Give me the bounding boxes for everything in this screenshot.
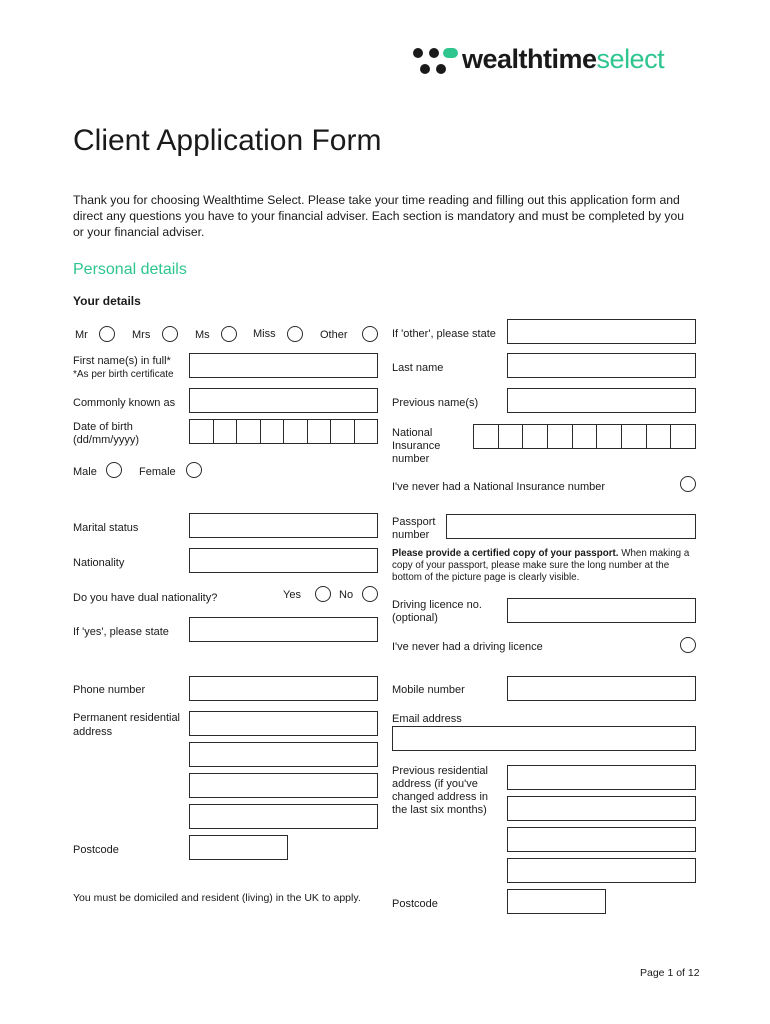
- male-label: Male: [73, 466, 97, 478]
- passport-note-text: When making a copy of your passport, please make sure the long number at the bottom of the picture page is clearly visible.: [392, 548, 690, 583]
- driving-label-1: Driving licence no.: [392, 599, 482, 611]
- mobile-input[interactable]: [507, 676, 696, 701]
- prev-postcode-input[interactable]: [507, 889, 606, 914]
- no-driving-label: I've never had a driving licence: [392, 641, 543, 653]
- mobile-label: Mobile number: [392, 684, 465, 696]
- ni-label-3: number: [392, 453, 430, 465]
- passport-label-1: Passport: [392, 516, 436, 528]
- if-yes-input[interactable]: [189, 617, 378, 642]
- page-title: Client Application Form: [73, 124, 382, 157]
- address-input-4[interactable]: [189, 804, 378, 829]
- female-label: Female: [139, 466, 176, 478]
- nationality-input[interactable]: [189, 548, 378, 573]
- title-ms-radio[interactable]: [221, 326, 237, 342]
- marital-status-input[interactable]: [189, 513, 378, 538]
- no-ni-radio[interactable]: [680, 476, 696, 492]
- title-ms-label: Ms: [195, 329, 210, 341]
- if-yes-label: If 'yes', please state: [73, 626, 169, 638]
- dual-yes-label: Yes: [283, 589, 301, 601]
- address-input-2[interactable]: [189, 742, 378, 767]
- passport-note-bold: Please provide a certified copy of your passport.: [392, 548, 619, 559]
- postcode-label: Postcode: [73, 844, 119, 856]
- commonly-known-input[interactable]: [189, 388, 378, 413]
- title-mrs-label: Mrs: [132, 329, 151, 341]
- brand-name-light: select: [596, 44, 665, 74]
- prev-address-label: Previous residential address (if you've changed address in the last six months): [392, 765, 489, 816]
- subsection-title: Your details: [73, 294, 141, 308]
- prev-address-input-1[interactable]: [507, 765, 696, 790]
- previous-names-input[interactable]: [507, 388, 696, 413]
- passport-input[interactable]: [446, 514, 696, 539]
- dual-no-label: No: [339, 589, 354, 601]
- prev-address-input-4[interactable]: [507, 858, 696, 883]
- email-label: Email address: [392, 713, 462, 725]
- brand-logo: [412, 44, 702, 80]
- title-miss-label: Miss: [253, 328, 276, 340]
- first-name-label: First name(s) in full*: [73, 355, 171, 367]
- dual-yes-radio[interactable]: [315, 586, 331, 602]
- title-other-state-label: If 'other', please state: [392, 328, 496, 340]
- passport-note: [392, 548, 692, 584]
- phone-input[interactable]: [189, 676, 378, 701]
- page-number: Page 1 of 12: [640, 967, 700, 979]
- commonly-known-label: Commonly known as: [73, 397, 176, 409]
- title-mrs-radio[interactable]: [162, 326, 178, 342]
- title-mr-radio[interactable]: [99, 326, 115, 342]
- address-input-3[interactable]: [189, 773, 378, 798]
- prev-address-input-3[interactable]: [507, 827, 696, 852]
- ni-label-1: National: [392, 427, 433, 439]
- no-driving-radio[interactable]: [680, 637, 696, 653]
- passport-label-2: number: [392, 529, 430, 541]
- prev-postcode-label: Postcode: [392, 898, 438, 910]
- dots-logo-icon: [412, 46, 460, 78]
- female-radio[interactable]: [186, 462, 202, 478]
- title-miss-radio[interactable]: [287, 326, 303, 342]
- dob-format: (dd/mm/yyyy): [73, 434, 139, 446]
- first-name-input[interactable]: [189, 353, 378, 378]
- phone-label: Phone number: [73, 684, 146, 696]
- ni-label-2: Insurance: [392, 440, 441, 452]
- domicile-note: You must be domiciled and resident (living) in the UK to apply.: [73, 892, 361, 904]
- dob-input[interactable]: [189, 419, 378, 444]
- last-name-input[interactable]: [507, 353, 696, 378]
- prev-address-input-2[interactable]: [507, 796, 696, 821]
- brand-name-bold: wealthtime: [462, 44, 597, 74]
- first-name-note: *As per birth certificate: [73, 369, 174, 380]
- last-name-label: Last name: [392, 362, 444, 374]
- title-mr-label: Mr: [75, 329, 88, 341]
- postcode-input[interactable]: [189, 835, 288, 860]
- email-input[interactable]: [392, 726, 696, 751]
- previous-names-label: Previous name(s): [392, 397, 479, 409]
- ni-input[interactable]: [473, 424, 696, 449]
- no-ni-label: I've never had a National Insurance number: [392, 481, 606, 493]
- section-title: Personal details: [73, 261, 187, 278]
- dual-no-radio[interactable]: [362, 586, 378, 602]
- driving-input[interactable]: [507, 598, 696, 623]
- title-other-radio[interactable]: [362, 326, 378, 342]
- address-label: Permanent residential address: [73, 712, 181, 738]
- driving-label-2: (optional): [392, 612, 438, 624]
- title-other-label: Other: [320, 329, 348, 341]
- marital-status-label: Marital status: [73, 522, 139, 534]
- intro-text: Thank you for choosing Wealthtime Select. Please take your time reading and filling out this application form and direct any questions you have to your financial adviser. Each section is mandatory and must be completed by you or your financial adviser.: [73, 193, 685, 239]
- dob-label: Date of birth: [73, 421, 133, 433]
- nationality-label: Nationality: [73, 557, 125, 569]
- dual-nationality-label: Do you have dual nationality?: [73, 592, 218, 604]
- address-input-1[interactable]: [189, 711, 378, 736]
- title-other-input[interactable]: [507, 319, 696, 344]
- male-radio[interactable]: [106, 462, 122, 478]
